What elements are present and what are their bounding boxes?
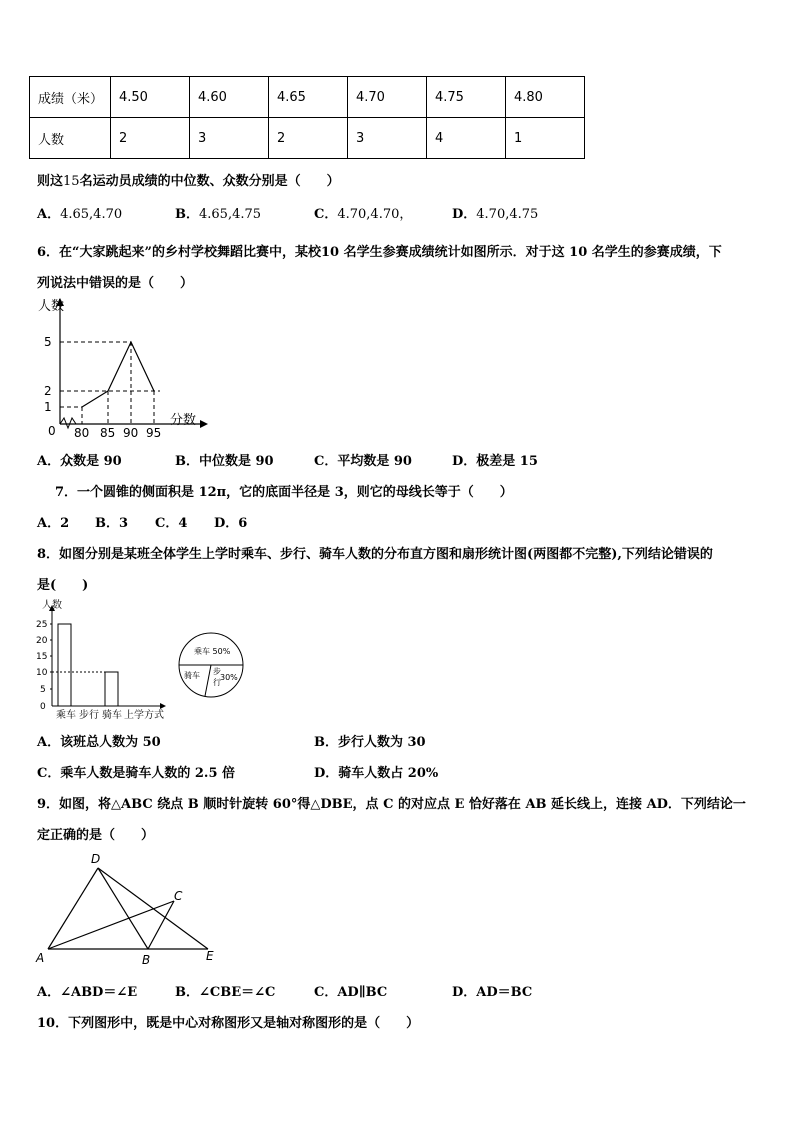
option-value: 4.70,4.70，	[337, 207, 413, 222]
q5-stem-num: 15	[63, 174, 80, 189]
q7-option-c[interactable]: C．4	[155, 516, 188, 531]
bar-ride	[58, 624, 71, 706]
table-cell: 人数	[30, 118, 111, 159]
option-label: A．	[37, 207, 61, 222]
table-cell: 4.60	[190, 77, 269, 118]
q6-line-chart	[30, 294, 210, 440]
q5-stem-pre: 则这	[37, 174, 64, 189]
q6-option-d[interactable]: D．极差是 15	[452, 454, 538, 469]
q9-option-b[interactable]: B．∠CBE＝∠C	[175, 985, 276, 1000]
q7-option-d[interactable]: D．6	[214, 516, 248, 531]
q5-option-d[interactable]	[452, 203, 538, 222]
q8-option-c[interactable]: C．乘车人数是骑车人数的 2.5 倍	[37, 766, 236, 781]
q6-stem-line1: 6．在“大家跳起来”的乡村学校舞蹈比赛中，某校10 名学生参赛成绩统计如图所示．对于这 10 名学生的参赛成绩，下	[37, 245, 722, 260]
guide-lines	[60, 342, 160, 424]
q8-option-d[interactable]: D．骑车人数占 20%	[314, 766, 439, 781]
pie-label-walk: 行	[213, 678, 221, 687]
q5-option-c[interactable]	[314, 203, 412, 222]
q5-option-a[interactable]	[37, 203, 122, 222]
q5-option-b[interactable]	[175, 203, 261, 222]
x-tick-label: 80	[74, 426, 90, 440]
score-table	[29, 76, 585, 159]
table-cell: 4	[427, 118, 506, 159]
q5-stem	[37, 170, 340, 189]
q7-option-b[interactable]: B．3	[95, 516, 129, 531]
q10-stem: 10．下列图形中，既是中心对称图形又是轴对称图形的是（ ）	[37, 1016, 420, 1031]
table-row	[30, 77, 585, 118]
point-label-c: C	[174, 889, 183, 903]
table-row	[30, 118, 585, 159]
x-tick-label: 95	[146, 426, 162, 440]
table-cell: 3	[190, 118, 269, 159]
segment-DB	[98, 868, 148, 949]
point-label-b: B	[142, 953, 151, 967]
y-tick-label: 10	[36, 668, 48, 678]
y-tick-label: 20	[36, 636, 48, 646]
y-tick-label: 0	[40, 702, 46, 712]
x-tick-label: 85	[100, 426, 116, 440]
table-cell: 3	[348, 118, 427, 159]
q9-triangle-figure	[34, 848, 224, 970]
option-label: B．	[175, 207, 199, 222]
q7-stem: 7．一个圆锥的侧面积是 12π，它的底面半径是 3，则它的母线长等于（ ）	[55, 485, 513, 500]
y-tick-label: 5	[44, 335, 52, 349]
y-tick-label: 1	[44, 400, 52, 414]
point-label-d: D	[91, 852, 101, 866]
point-label-a: A	[36, 951, 45, 965]
y-tick-label: 15	[36, 652, 48, 662]
x-axis-arrow	[200, 420, 208, 428]
table-cell: 4.50	[111, 77, 190, 118]
x-tick-label: 90	[123, 426, 139, 440]
q5-stem-post: 名运动员成绩的中位数、众数分别是（ ）	[79, 174, 340, 189]
x-axis-label: 上学方式	[124, 710, 164, 721]
q9-option-a[interactable]: A．∠ABD＝∠E	[37, 985, 138, 1000]
pie-label-bike: 骑车	[184, 671, 200, 680]
y-tick-label: 2	[44, 384, 52, 398]
table-cell: 4.75	[427, 77, 506, 118]
triangle-lines	[48, 868, 208, 949]
q8-stem-line2: 是( )	[37, 578, 89, 593]
option-value: 4.70,4.75	[476, 207, 539, 222]
q8-bar-chart	[30, 597, 170, 725]
bar-bike	[105, 672, 118, 706]
data-line	[82, 342, 154, 407]
q6-stem-line2: 列说法中错误的是（ ）	[37, 276, 194, 291]
q7-option-a[interactable]: A．2	[37, 516, 70, 531]
q6-option-b[interactable]: B．中位数是 90	[175, 454, 274, 469]
table-cell: 2	[111, 118, 190, 159]
q6-option-c[interactable]: C．平均数是 90	[314, 454, 412, 469]
table-cell: 4.65	[269, 77, 348, 118]
x-category-label: 骑车	[102, 710, 122, 721]
q9-option-d[interactable]: D．AD＝BC	[452, 985, 533, 1000]
pie-label-ride: 乘车 50%	[194, 647, 231, 656]
option-label: C．	[314, 207, 338, 222]
x-axis-arrow	[160, 703, 166, 709]
y-tick-label: 25	[36, 620, 48, 630]
y-axis-label: 人数	[42, 600, 62, 611]
y-axis-label: 人数	[38, 299, 65, 314]
pie-label-walk: 步	[213, 667, 221, 676]
q8-stem-line1: 8．如图分别是某班全体学生上学时乘车、步行、骑车人数的分布直方图和扇形统计图(两图都不完整),下列结论错误的	[37, 547, 713, 562]
q8-option-b[interactable]: B．步行人数为 30	[314, 735, 426, 750]
option-label: D．	[452, 207, 477, 222]
table-cell: 4.80	[506, 77, 585, 118]
q9-stem-line2: 定正确的是（ ）	[37, 828, 155, 843]
x-axis-label: 分数	[170, 413, 197, 428]
q9-stem-line1: 9．如图，将△ABC 绕点 B 顺时针旋转 60°得△DBE，点 C 的对应点 E 恰好落在 AB 延长线上，连接 AD．下列结论一	[37, 797, 746, 812]
q8-pie-chart	[176, 630, 246, 700]
q6-option-a[interactable]: A．众数是 90	[37, 454, 122, 469]
segment-AC	[48, 901, 174, 949]
origin-label: 0	[48, 424, 56, 438]
table-cell: 4.70	[348, 77, 427, 118]
q9-option-c[interactable]: C．AD∥BC	[314, 985, 388, 1000]
x-category-label: 步行	[79, 710, 99, 721]
option-value: 4.65,4.70	[60, 207, 123, 222]
table-cell: 2	[269, 118, 348, 159]
x-category-label: 乘车	[56, 710, 76, 721]
table-cell: 成绩（米）	[30, 77, 111, 118]
table-cell: 1	[506, 118, 585, 159]
point-label-e: E	[206, 949, 214, 963]
q8-option-a[interactable]: A．该班总人数为 50	[37, 735, 161, 750]
y-tick-label: 5	[40, 685, 46, 695]
pie-label-walk-pct: 30%	[220, 673, 238, 682]
pie-divider	[205, 665, 211, 696]
option-value: 4.65,4.75	[199, 207, 262, 222]
segment-AD	[48, 868, 98, 949]
